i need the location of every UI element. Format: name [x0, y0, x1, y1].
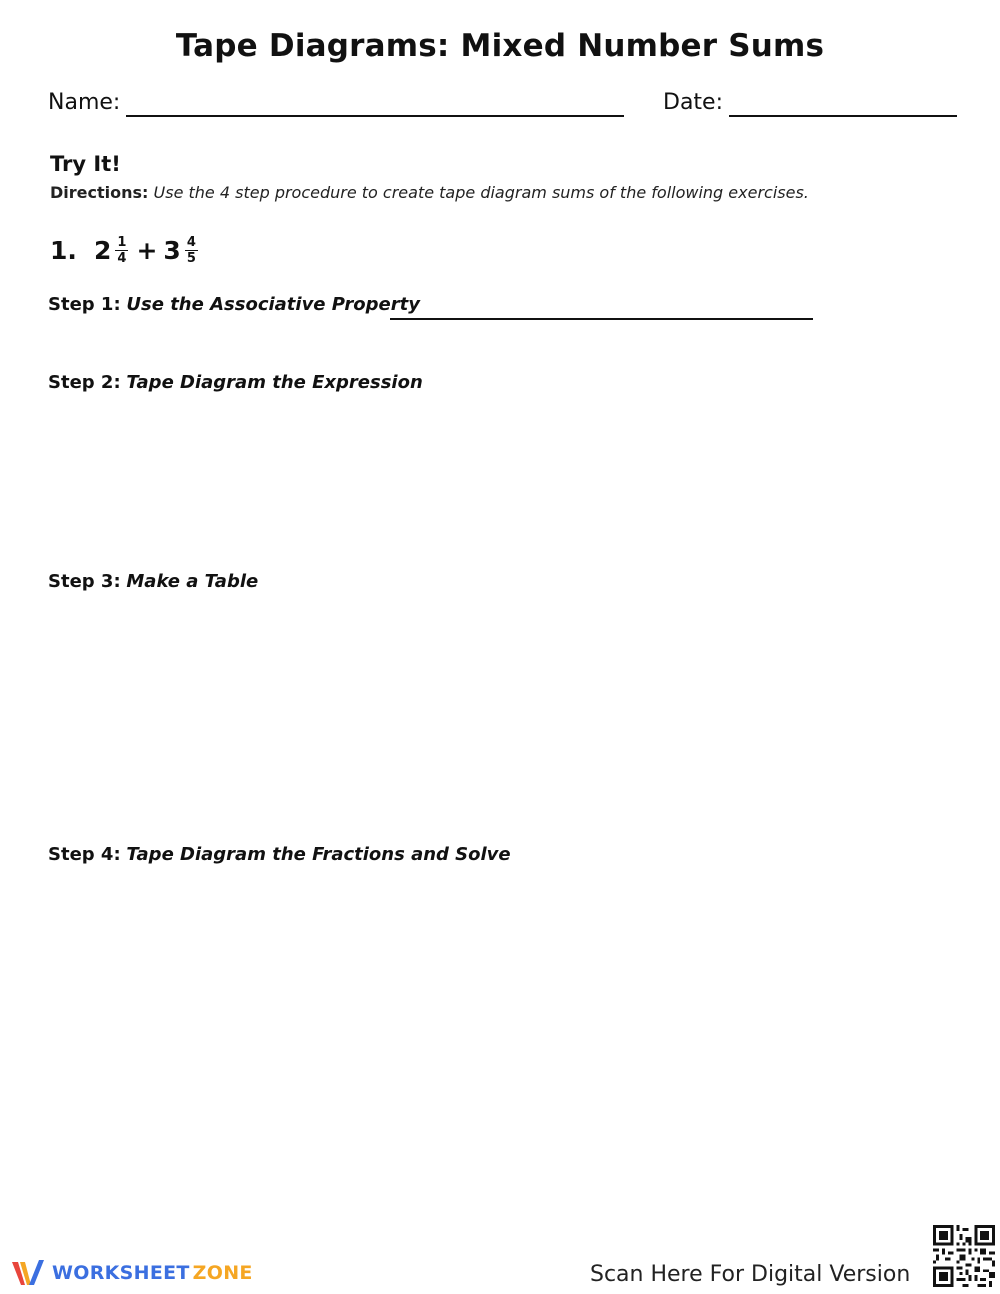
- step-1: [48, 294, 420, 315]
- step-text: Use the Associative Property: [126, 294, 420, 315]
- step-3: [48, 571, 258, 592]
- brand-part-2: ZONE: [192, 1262, 253, 1284]
- mixed-number-2: [163, 236, 197, 265]
- step-label: Step 1:: [48, 294, 121, 315]
- step-text: Tape Diagram the Fractions and Solve: [126, 844, 511, 865]
- whole-1: 2: [94, 236, 112, 265]
- date-label: Date:: [663, 90, 723, 115]
- fraction-1: [115, 236, 128, 265]
- step-text: Make a Table: [126, 571, 259, 592]
- page-title: Tape Diagrams: Mixed Number Sums: [175, 28, 825, 64]
- directions-label: Directions:: [50, 183, 149, 202]
- name-label: Name:: [48, 90, 121, 115]
- problem-number: 1.: [50, 236, 77, 265]
- numerator-2: 4: [186, 235, 196, 250]
- directions-text: Use the 4 step procedure to create tape diagram sums of the following exercises.: [153, 183, 809, 202]
- denominator-1: 4: [117, 251, 127, 266]
- logo-mark-icon: [10, 1258, 46, 1288]
- step-1-answer-line[interactable]: [390, 318, 813, 320]
- mixed-number-1: [94, 236, 128, 265]
- step-label: Step 2:: [48, 372, 121, 393]
- brand-logo: [10, 1258, 253, 1288]
- name-field-line[interactable]: [126, 115, 624, 117]
- date-field-line[interactable]: [729, 115, 957, 117]
- fraction-2: [185, 236, 198, 265]
- step-text: Tape Diagram the Expression: [126, 372, 423, 393]
- numerator-1: 1: [117, 235, 127, 250]
- plus-operator: +: [136, 236, 158, 265]
- step-label: Step 4:: [48, 844, 121, 865]
- brand-name: [52, 1262, 253, 1284]
- step-4: [48, 844, 511, 865]
- denominator-2: 5: [186, 251, 196, 266]
- qr-code-icon[interactable]: [933, 1225, 995, 1287]
- brand-part-1: WORKSHEET: [52, 1262, 190, 1284]
- whole-2: 3: [163, 236, 181, 265]
- problem-1: [50, 236, 198, 265]
- section-heading: Try It!: [50, 152, 121, 176]
- scan-text: Scan Here For Digital Version: [590, 1262, 911, 1287]
- directions: [50, 183, 809, 202]
- step-label: Step 3:: [48, 571, 121, 592]
- step-2: [48, 372, 423, 393]
